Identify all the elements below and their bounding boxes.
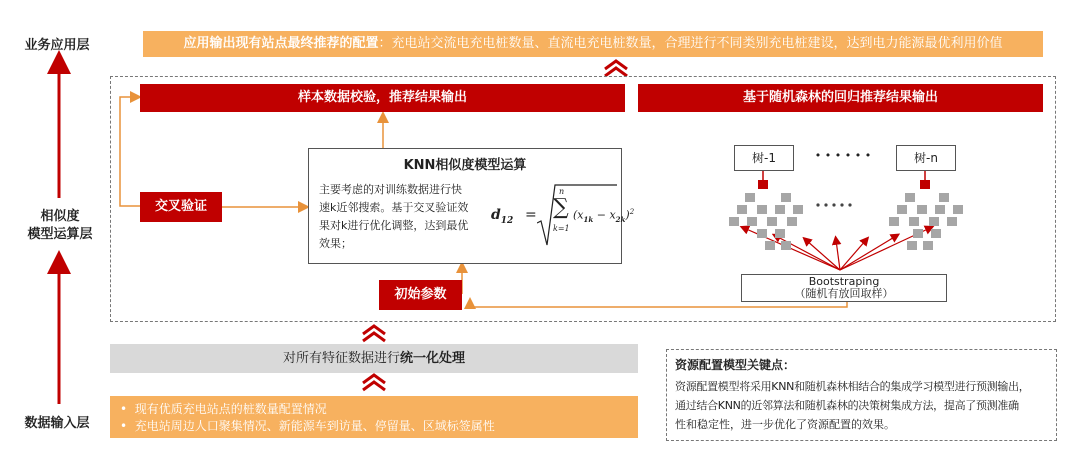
chevron-up-icon-top	[605, 61, 627, 76]
bootstrap-subtitle: （随机有放回取样）	[794, 287, 894, 300]
business-output-text: ：充电站交流电充电桩数量、直流电充电桩数量，合理进行不同类别充电桩建设，达到电力能源最优利用价值	[378, 36, 1003, 51]
formula-lhs: $d_{12}$	[491, 207, 514, 226]
tree-1-label: 树-1	[734, 145, 794, 171]
sum-upper-limit: n	[559, 187, 565, 196]
tree-n-label: 树-n	[896, 145, 956, 171]
bootstrap-title: Bootstraping	[808, 275, 880, 288]
layer-label-input: 数据输入层	[24, 416, 90, 431]
knn-model-box	[308, 148, 635, 264]
layer-label-model-line1: 相似度	[40, 209, 80, 224]
random-forest-header: 基于随机森林的回归推荐结果输出	[638, 84, 1043, 112]
chevron-up-icon-bottom	[363, 375, 385, 390]
key-points-line: 性和稳定性，进一步优化了资源配置的效果。	[675, 418, 895, 431]
knn-desc-line: 主要考虑的对训练数据进行快	[319, 183, 462, 196]
bullet-icon: •	[120, 419, 128, 433]
key-points-box	[666, 349, 1057, 441]
knn-title: KNN相似度模型运算	[403, 158, 527, 173]
knn-desc-line: 效果；	[319, 237, 352, 250]
bullet-icon: •	[120, 402, 128, 416]
layer-label-business: 业务应用层	[24, 38, 90, 53]
bootstrap-box	[741, 274, 947, 302]
knn-desc-line: 果对k进行优化调整，达到最优	[319, 219, 469, 232]
input-item: • 充电站周边人口聚集情况、新能源车到访量、停留量、区域标签属性	[120, 419, 495, 433]
unify-processing-bar	[110, 344, 638, 373]
sum-lower-limit: k=1	[553, 224, 570, 233]
sum-symbol: ∑	[553, 195, 569, 220]
key-points-title: 资源配置模型关键点：	[675, 358, 796, 372]
unify-text-bold: 统一化处理	[400, 351, 466, 366]
formula-equals: =	[525, 207, 537, 223]
knn-desc-line: 速k近邻搜索。基于交叉验证效	[319, 201, 469, 214]
unify-text: 对所有特征数据进行	[282, 351, 400, 366]
key-points-line: 通过结合KNN的近邻算法和随机森林的决策树集成方法，提高了预测准确	[675, 399, 1019, 412]
knn-description	[319, 181, 479, 253]
layer-label-model-line2: 模型运算层	[27, 227, 93, 242]
key-points-line: 资源配置模型将采用KNN和随机森林相结合的集成学习模型进行预测输出，	[675, 380, 1030, 393]
key-points-body	[675, 377, 1053, 434]
business-output-bar	[143, 31, 1043, 57]
tree-header-dots: • • • • • •	[814, 149, 872, 162]
business-output-bold: 应用输出现有站点最终推荐的配置	[183, 36, 379, 51]
initial-params-box: 初始参数	[379, 280, 462, 310]
formula-term: $(x_{1k} - x_{2k})^2$	[573, 208, 635, 224]
input-item: • 现有优质充电站点的桩数量配置情况	[120, 402, 327, 416]
cross-validation-box: 交叉验证	[140, 192, 222, 222]
chevron-up-icon-middle	[363, 326, 385, 341]
data-input-bar	[110, 396, 638, 438]
sample-validation-header: 样本数据校验，推荐结果输出	[140, 84, 625, 112]
distance-formula	[491, 179, 635, 253]
